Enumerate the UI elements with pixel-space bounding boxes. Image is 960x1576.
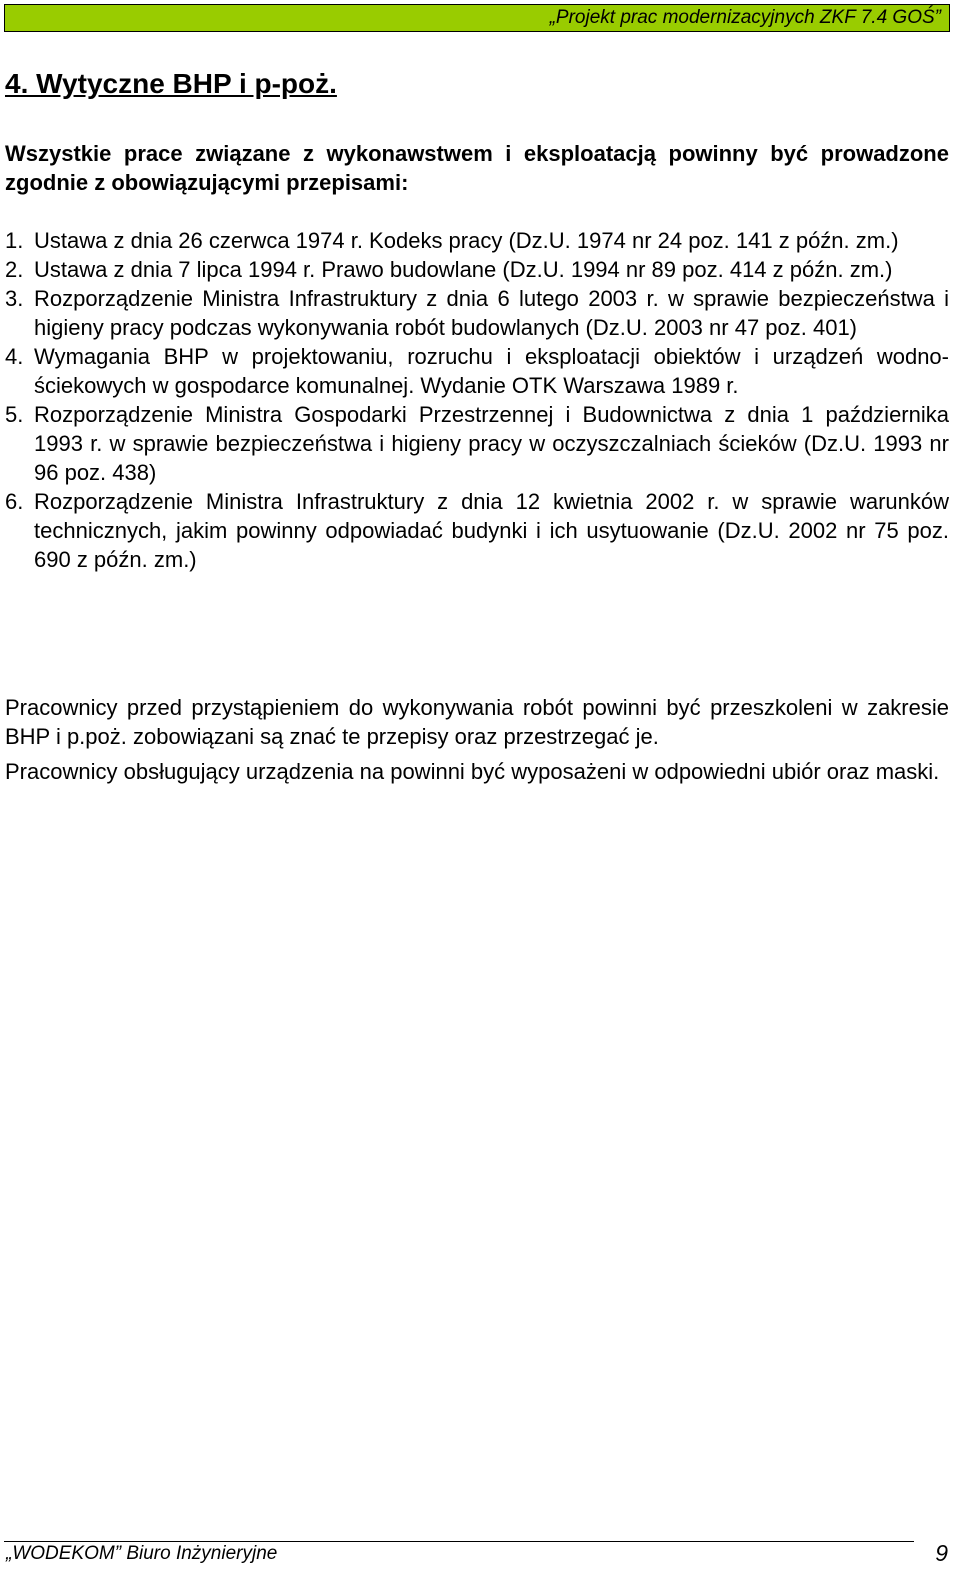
list-item-text: Rozporządzenie Ministra Infrastruktury z dnia 6 lutego 2003 r. w sprawie bezpieczeństwa i higieny pracy podczas wykonywania robót budowlanych (Dz.U. 2003 nr 47 poz. 401) (34, 286, 949, 340)
list-item-number: 1. (5, 228, 24, 253)
project-title: „Projekt prac modernizacyjnych ZKF 7.4 GOŚ” (549, 7, 941, 28)
list-item-text: Ustawa z dnia 26 czerwca 1974 r. Kodeks pracy (Dz.U. 1974 nr 24 poz. 141 z późn. zm.) (34, 228, 899, 253)
list-item (5, 255, 949, 284)
footer-divider (4, 1541, 914, 1542)
list-item (5, 400, 949, 487)
list-item-number: 5. (5, 402, 24, 427)
list-item-number: 3. (5, 286, 24, 311)
list-item (5, 226, 949, 255)
intro-text: Wszystkie prace związane z wykonawstwem i eksploatacją powinny być prowadzone zgodnie z obowiązującymi przepisami: (5, 141, 949, 195)
list-item-text: Ustawa z dnia 7 lipca 1994 r. Prawo budowlane (Dz.U. 1994 nr 89 poz. 414 z późn. zm.) (34, 257, 893, 282)
list-item (5, 284, 949, 342)
list-item (5, 342, 949, 400)
header-bar (4, 4, 950, 32)
list-item-text: Rozporządzenie Ministra Infrastruktury z dnia 12 kwietnia 2002 r. w sprawie warunków technicznych, jakim powinny odpowiadać budynki i ich usytuowanie (Dz.U. 2002 nr 75 poz. 690 z późn. zm.) (34, 489, 949, 572)
training-paragraph: Pracownicy przed przystąpieniem do wykonywania robót powinni być przeszkoleni w zakresie BHP i p.poż. zobowiązani są znać te przepisy oraz przestrzegać je. (5, 695, 949, 749)
section-title: 4. Wytyczne BHP i p-poż. (5, 68, 337, 99)
list-item-number: 4. (5, 344, 24, 369)
list-item-text: Rozporządzenie Ministra Gospodarki Przestrzennej i Budownictwa z dnia 1 października 1993 r. w sprawie bezpieczeństwa i higieny pracy w oczyszczalniach ścieków (Dz.U. 1993 nr 96 poz. 438) (34, 402, 949, 485)
list-item-text: Wymagania BHP w projektowaniu, rozruchu i eksploatacji obiektów i urządzeń wodno-ściekowych w gospodarce komunalnej. Wydanie OTK Warszawa 1989 r. (34, 344, 949, 398)
list-item-number: 2. (5, 257, 24, 282)
equipment-paragraph: Pracownicy obsługujący urządzenia na powinni być wyposażeni w odpowiedni ubiór oraz maski. (5, 759, 940, 784)
list-item (5, 487, 949, 574)
page-number: 9 (935, 1540, 948, 1566)
footer-company: „WODEKOM” Biuro Inżynieryjne (6, 1543, 278, 1564)
regulations-list (5, 226, 949, 574)
list-item-number: 6. (5, 489, 24, 514)
